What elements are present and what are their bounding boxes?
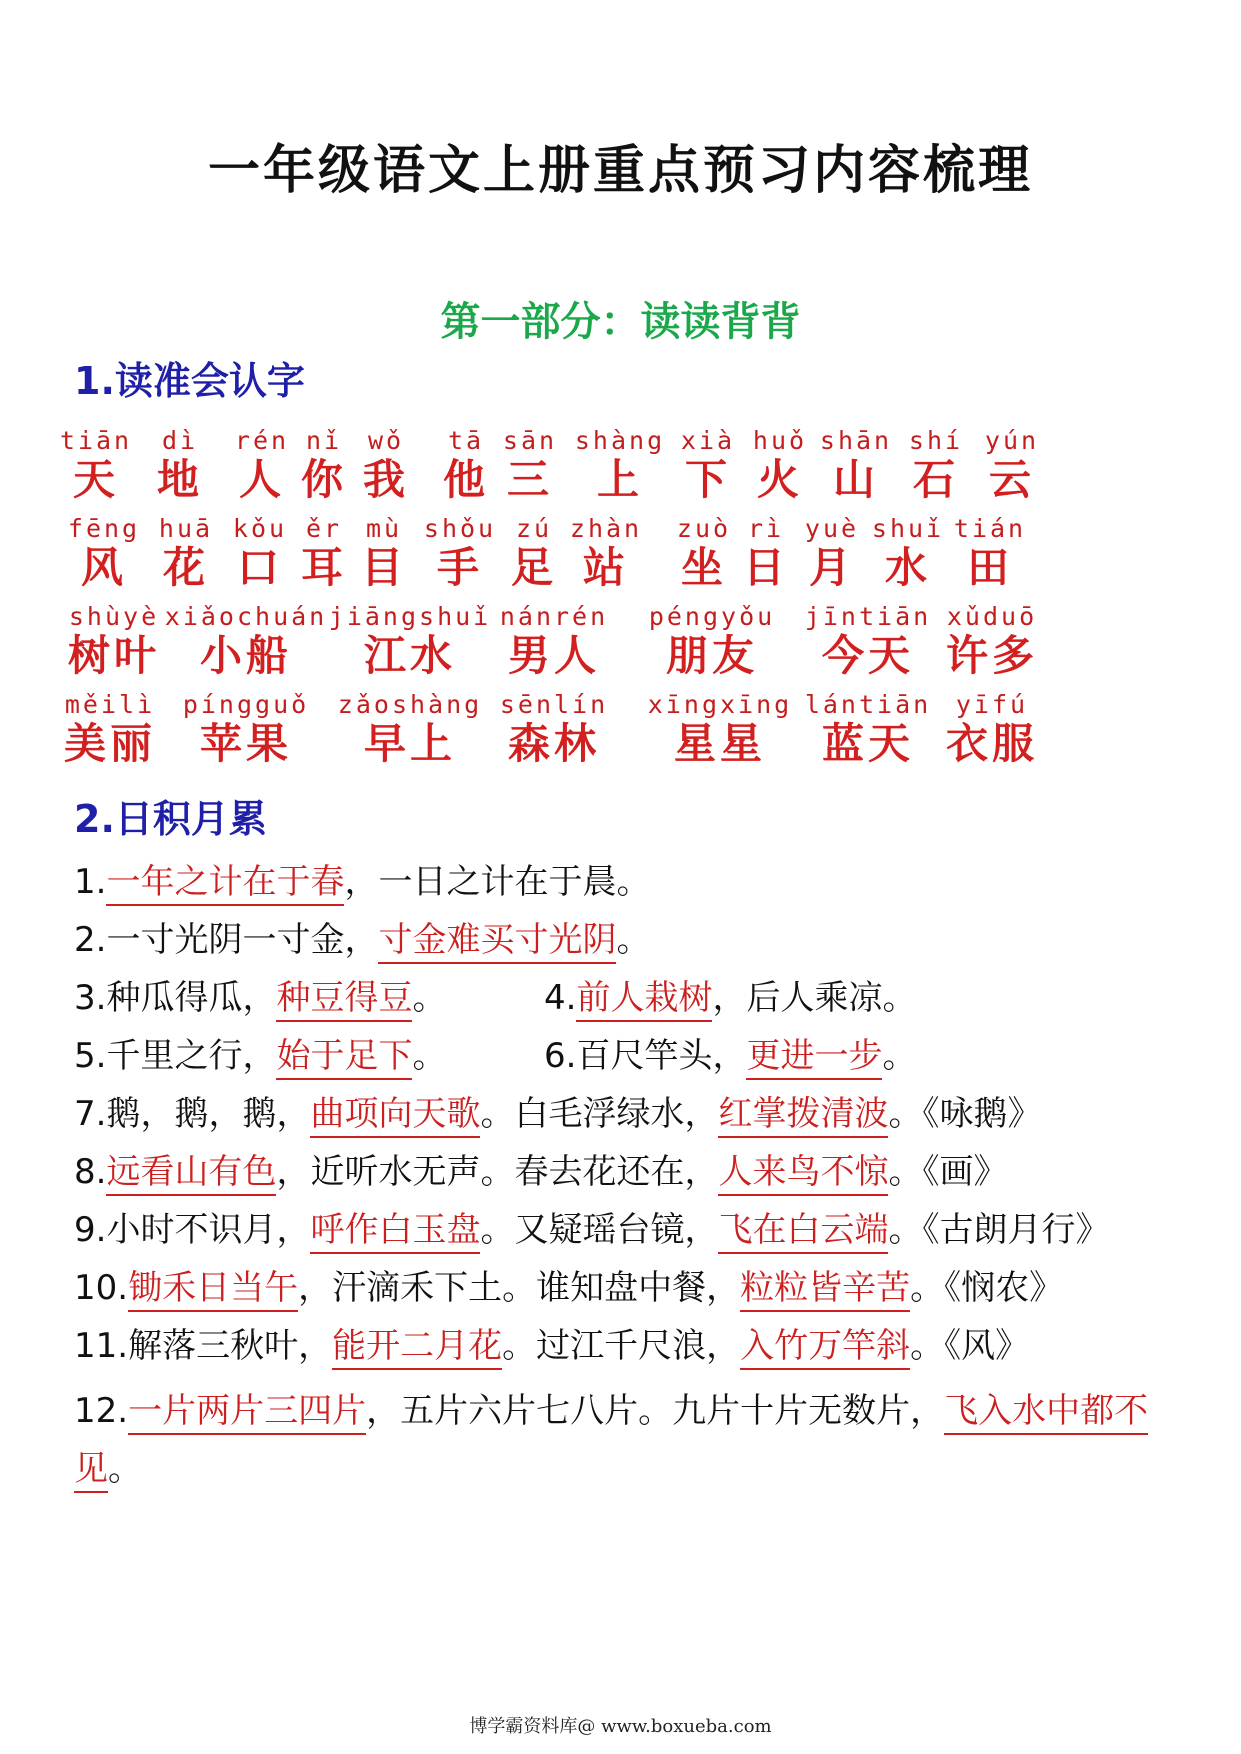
recite-line-2: 2.一寸光阴一寸金，寸金难买寸光阴。 [74,918,650,962]
char-item: shuǐ 水 [871,514,945,592]
char-row-4 [63,690,1174,780]
char-item: shǒu 手 [423,514,497,592]
char-item: shàng 上 [574,426,666,504]
char-item: shí 石 [908,426,964,504]
word-item: xǔduō 许多 [945,602,1039,680]
char-item: nǐ 你 [300,426,348,504]
char-row-2 [67,514,1174,604]
char-item: shān 山 [819,426,893,504]
char-item: huǒ 火 [752,426,808,504]
word-item: píngguǒ 苹果 [182,690,310,768]
word-item: sēnlín 森林 [499,690,609,768]
section-heading-characters: 1.读准会认字 [74,359,305,403]
char-item: tiān 天 [59,426,133,504]
word-item: xīngxīng 星星 [647,690,793,768]
word-item: nánrén 男人 [499,602,609,680]
word-item: jiāngshuǐ 江水 [328,602,492,680]
word-item: xiǎochuán 小船 [164,602,328,680]
char-item: zuò 坐 [676,514,732,592]
section-heading-accumulation: 2.日积月累 [74,797,267,841]
char-item: zú 足 [510,514,558,592]
recite-line-3-4: 3.种瓜得瓜，种豆得豆。 4.前人栽树，后人乘凉。 [74,976,1174,1020]
recite-line-5-6: 5.千里之行，始于足下。 6.百尺竿头，更进一步。 [74,1034,1174,1078]
char-item: rén 人 [234,426,290,504]
recite-line-7: 7.鹅，鹅，鹅，曲项向天歌。白毛浮绿水，红掌拨清波。《咏鹅》 [74,1092,1041,1136]
recite-line-8: 8.远看山有色，近听水无声。春去花还在，人来鸟不惊。《画》 [74,1150,1007,1194]
word-item: shùyè 树叶 [67,602,161,680]
word-item: lántiān 蓝天 [804,690,932,768]
recite-line-12: 12.一片两片三四片，五片六片七八片。九片十片无数片，飞入水中都不见。 [74,1382,1174,1498]
footer-watermark: 博学霸资料库@ www.boxueba.com [469,1716,772,1737]
recite-line-10: 10.锄禾日当午，汗滴禾下土。谁知盘中餐，粒粒皆辛苦。《悯农》 [74,1266,1063,1310]
recite-line-1: 1.一年之计在于春，一日之计在于晨。 [74,860,650,904]
recite-line-11: 11.解落三秋叶，能开二月花。过江千尺浪，入竹万竿斜。《风》 [74,1324,1029,1368]
char-item: zhàn 站 [569,514,643,592]
word-item: měilì 美丽 [63,690,157,768]
char-item: mù 目 [360,514,408,592]
char-item: wǒ 我 [362,426,410,504]
char-item: fēng 风 [67,514,141,592]
char-item: tā 他 [442,426,490,504]
char-row-3 [67,602,1174,692]
char-item: xià 下 [680,426,736,504]
recite-line-9: 9.小时不识月，呼作白玉盘。又疑瑶台镜，飞在白云端。《古朗月行》 [74,1208,1109,1252]
word-item: zǎoshàng 早上 [337,690,483,768]
word-item: péngyǒu 朋友 [648,602,776,680]
char-item: sān 三 [502,426,558,504]
char-item: ěr 耳 [300,514,348,592]
char-item: dì 地 [156,426,204,504]
char-item: huā 花 [158,514,214,592]
char-row-1 [59,426,1174,516]
char-item: rì 日 [742,514,790,592]
char-item: yún 云 [984,426,1040,504]
word-item: yīfú 衣服 [945,690,1039,768]
part-heading: 第一部分：读读背背 [440,299,801,345]
word-item: jīntiān 今天 [804,602,932,680]
char-item: yuè 月 [804,514,860,592]
page-title: 一年级语文上册重点预习内容梳理 [207,141,1033,201]
char-item: kǒu 口 [232,514,288,592]
char-item: tián 田 [953,514,1027,592]
